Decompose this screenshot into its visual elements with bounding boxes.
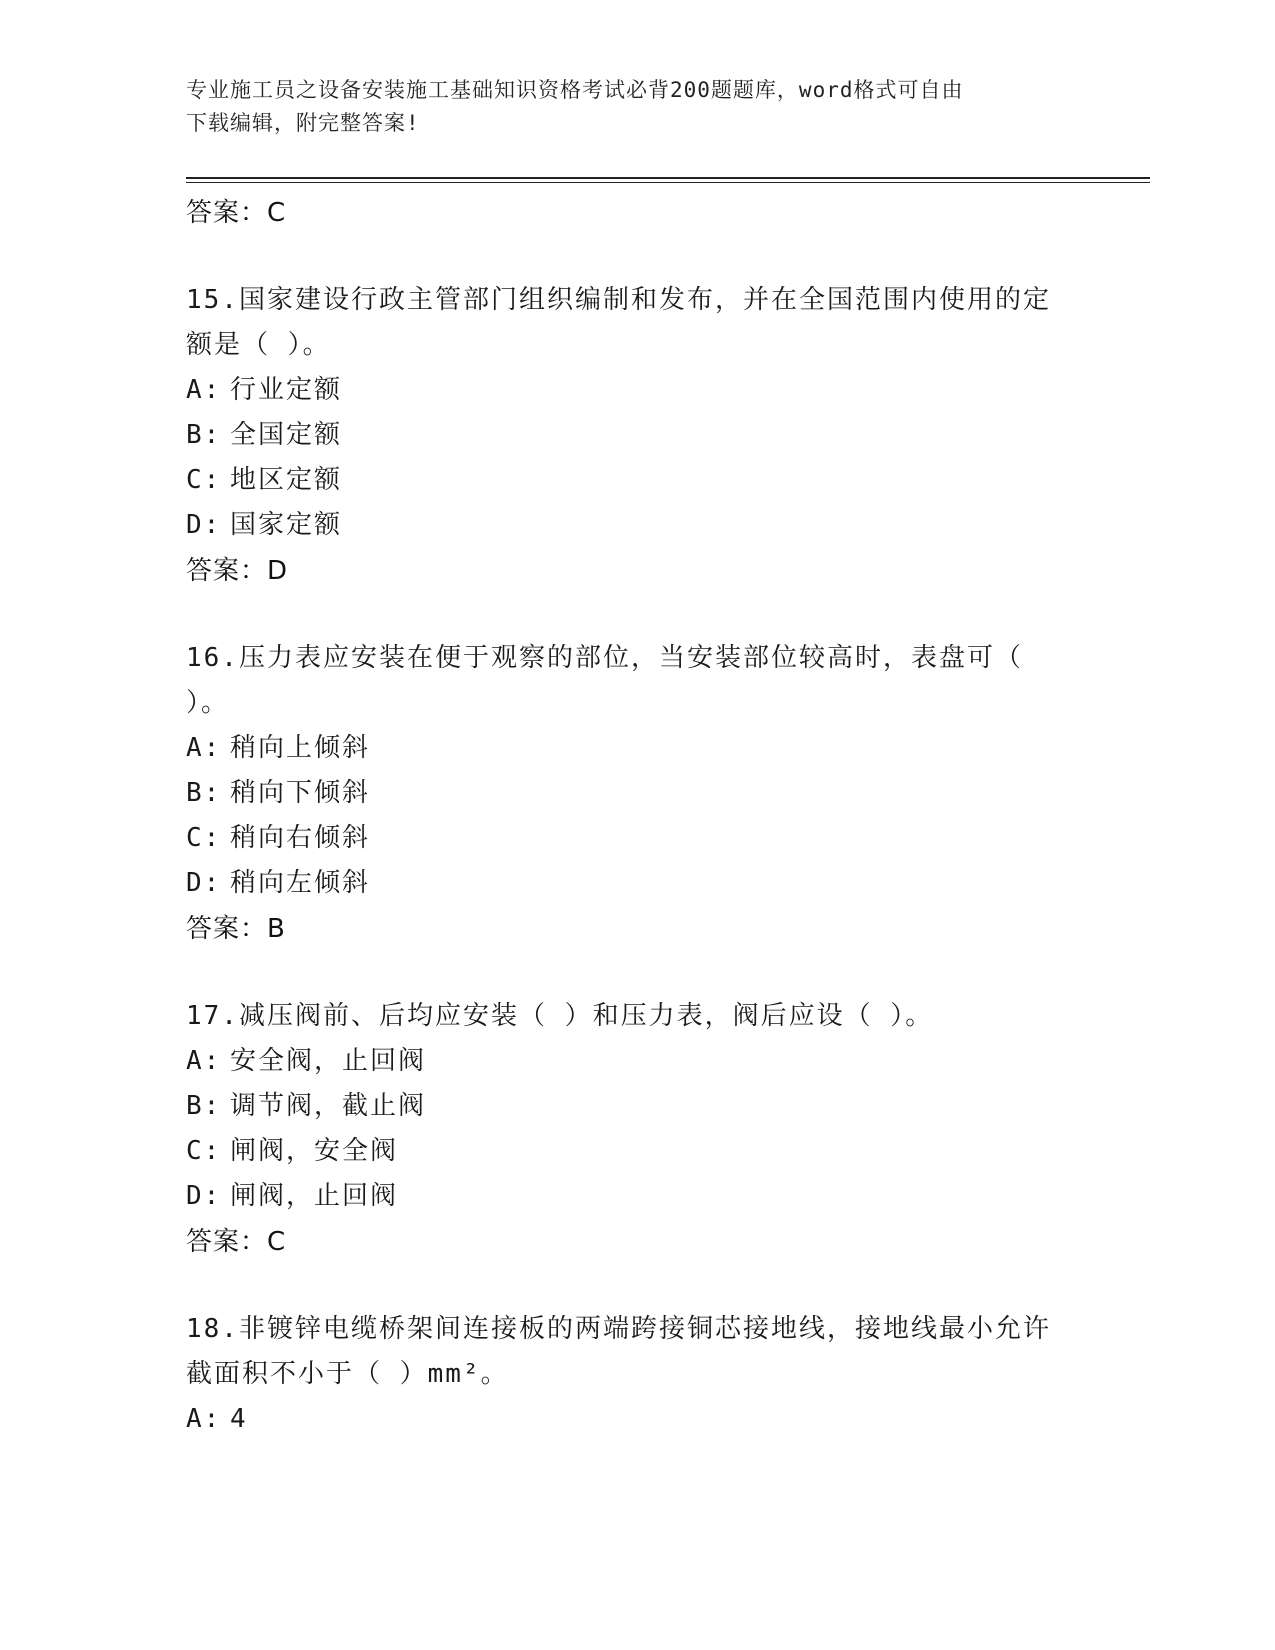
option-text: 全国定额 [230,420,343,450]
question-text-cont: 截面积不小于（ ）mm²。 [186,1359,509,1389]
option-label: A: [186,1404,222,1434]
option-text: 地区定额 [230,465,343,495]
header-divider [186,177,1150,179]
option-label: B: [186,420,222,450]
option-b [186,1084,1086,1129]
option-text: 闸阀，止回阀 [230,1181,399,1211]
option-label: C: [186,465,222,495]
option-text: 国家定额 [230,510,343,540]
option-c [186,1129,1086,1174]
header-divider-thin [186,182,1150,183]
option-label: A: [186,733,222,763]
option-text: 安全阀，止回阀 [230,1046,427,1076]
question-16 [186,636,1086,952]
option-label: B: [186,778,222,808]
answer: 答案：C [186,1227,287,1257]
question-text: 17.减压阀前、后均应安装（ ）和压力表，阀后应设（ ）。 [186,1001,934,1031]
option-a [186,368,1086,413]
option-label: D: [186,510,222,540]
question-text-cont: 额是（ ）。 [186,330,331,360]
question-17 [186,994,1086,1265]
option-a [186,1397,1086,1442]
option-d [186,861,1086,906]
option-label: A: [186,375,222,405]
question-text: 15.国家建设行政主管部门组织编制和发布，并在全国范围内使用的定 [186,285,1051,315]
option-d [186,1174,1086,1219]
question-text: 16.压力表应安装在便于观察的部位，当安装部位较高时，表盘可（ [186,643,1023,673]
option-text: 稍向左倾斜 [230,868,371,898]
question-list [186,190,1086,1442]
previous-answer: 答案：C [186,198,287,228]
option-text: 4 [230,1404,248,1434]
option-c [186,816,1086,861]
question-18 [186,1307,1086,1442]
option-d [186,503,1086,548]
option-text: 行业定额 [230,375,343,405]
option-text: 稍向右倾斜 [230,823,371,853]
question-text-cont: ）。 [186,688,230,718]
question-text: 18.非镀锌电缆桥架间连接板的两端跨接铜芯接地线，接地线最小允许 [186,1314,1051,1344]
option-label: C: [186,1136,222,1166]
header-line-1: 专业施工员之设备安装施工基础知识资格考试必背200题题库，word格式可自由 [186,78,964,102]
option-label: D: [186,1181,222,1211]
option-label: B: [186,1091,222,1121]
header-line-2: 下载编辑，附完整答案! [186,111,420,135]
option-text: 调节阀，截止阀 [230,1091,427,1121]
question-15 [186,278,1086,594]
option-text: 稍向上倾斜 [230,733,371,763]
option-a [186,726,1086,771]
option-b [186,413,1086,458]
option-label: D: [186,868,222,898]
option-text: 闸阀，安全阀 [230,1136,399,1166]
option-b [186,771,1086,816]
option-label: C: [186,823,222,853]
answer: 答案：D [186,556,289,586]
option-c [186,458,1086,503]
page-header [186,74,1086,140]
option-label: A: [186,1046,222,1076]
option-text: 稍向下倾斜 [230,778,371,808]
answer: 答案：B [186,914,286,944]
option-a [186,1039,1086,1084]
